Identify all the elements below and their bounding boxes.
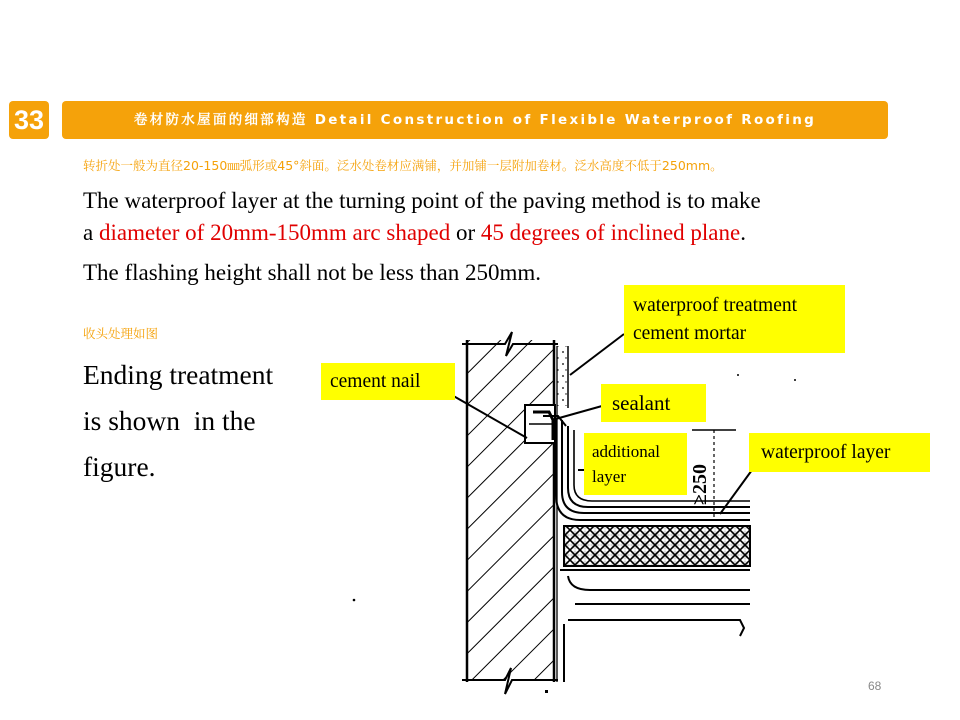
label-waterproof-layer: waterproof layer bbox=[749, 433, 930, 472]
slide-title-bar: 卷材防水屋面的细部构造 Detail Construction of Flexible Waterproof Roofing bbox=[62, 101, 888, 139]
dimension-text: ≥250 bbox=[689, 464, 711, 505]
label-additional-line-1: additional bbox=[592, 442, 660, 461]
brick-wall bbox=[462, 332, 558, 694]
label-additional-line-2: layer bbox=[592, 467, 626, 486]
body-line-1: The waterproof layer at the turning point of the paving method is to make bbox=[83, 188, 761, 213]
label-mortar-line-1: waterproof treatment bbox=[633, 295, 798, 316]
body-line-3: The flashing height shall not be less than 250mm. bbox=[83, 260, 542, 285]
ending-line-2: is shown in the bbox=[83, 405, 256, 436]
body-line-2-prefix: a bbox=[83, 220, 99, 245]
label-mortar-line-2: cement mortar bbox=[633, 323, 747, 344]
label-cement-nail: cement nail bbox=[321, 363, 455, 400]
chinese-ending-caption: 收头处理如图 bbox=[83, 326, 159, 341]
label-waterproof-mortar bbox=[624, 285, 845, 353]
insulation-layer bbox=[564, 526, 750, 566]
stray-dot bbox=[353, 599, 356, 602]
label-sealant: sealant bbox=[601, 384, 706, 422]
body-line-2-or: or bbox=[450, 220, 481, 245]
ending-line-1: Ending treatment bbox=[83, 359, 274, 390]
slide-number-badge: 33 bbox=[9, 101, 49, 139]
ending-line-3: figure. bbox=[83, 451, 156, 482]
stray-dot bbox=[737, 374, 739, 376]
dimension-mark bbox=[689, 430, 736, 517]
roof-slab bbox=[560, 570, 750, 682]
stray-dot bbox=[794, 379, 796, 381]
label-additional-layer bbox=[584, 433, 687, 495]
highlight-arc-diameter: diameter of 20mm-150mm arc shaped bbox=[98, 220, 451, 245]
chinese-summary: 转折处一般为直径20-150㎜弧形或45°斜面。泛水处卷材应满铺，并加铺一层附加卷材。泛水高度不低于250mm。 bbox=[83, 158, 723, 173]
highlight-inclined-plane: 45 degrees of inclined plane bbox=[480, 220, 741, 245]
nail-groove bbox=[525, 405, 566, 443]
body-line-2-suffix: . bbox=[740, 220, 746, 245]
page-number: 68 bbox=[868, 679, 882, 693]
